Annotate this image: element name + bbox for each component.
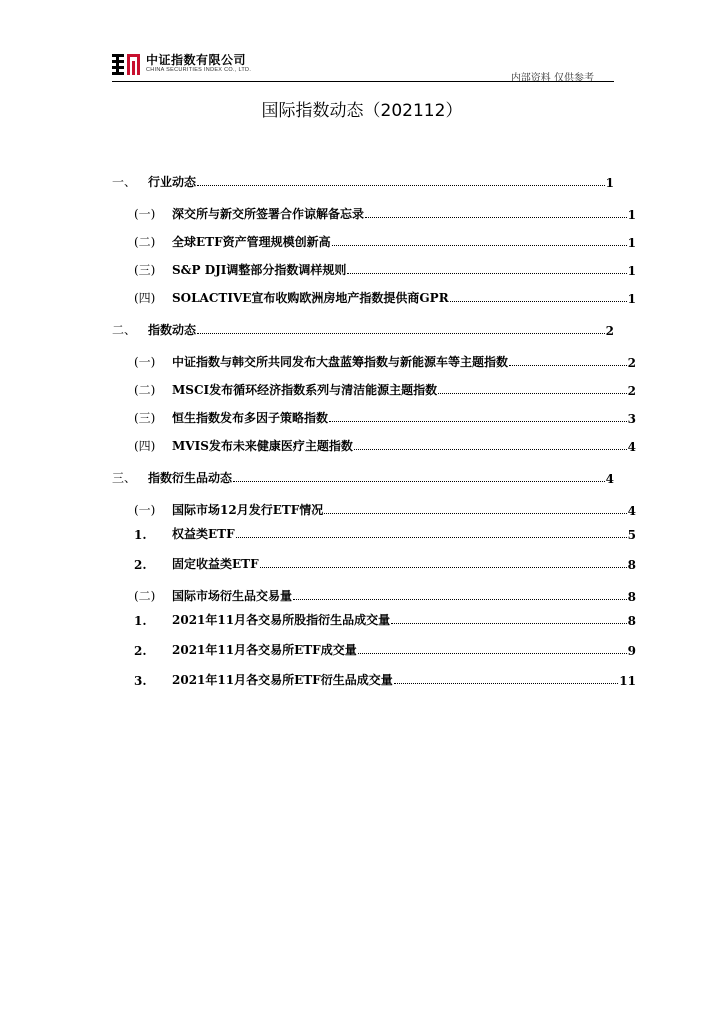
toc-entry-page: 3: [627, 412, 636, 426]
toc-entry-number: 2.: [134, 644, 147, 658]
toc-entry-page: 1: [627, 208, 636, 222]
toc-entry-page: 1: [627, 236, 636, 250]
toc-entry[interactable]: [112, 380, 636, 398]
toc-entry-page: 1: [627, 292, 636, 306]
toc-entry[interactable]: [112, 524, 636, 542]
toc-entry-title: 2021年11月各交易所股指衍生品成交量: [172, 613, 391, 627]
toc-entry-number: 二、: [112, 323, 137, 337]
company-name-en: CHINA SECURITIES INDEX CO., LTD.: [146, 67, 252, 73]
toc-entry[interactable]: [112, 288, 636, 306]
toc-entry[interactable]: [112, 408, 636, 426]
toc-entry-number: (一): [134, 355, 156, 369]
toc-leader-dots: [394, 683, 619, 684]
toc-entry-title: 权益类ETF: [172, 527, 235, 541]
toc-entry-title: S&P DJI调整部分指数调样规则: [172, 263, 347, 277]
toc-entry-page: 2: [627, 384, 636, 398]
csi-logo-icon: [112, 52, 142, 76]
toc-entry-title: 恒生指数发布多因子策略指数: [172, 411, 329, 425]
toc-entry-title: 指数动态: [148, 323, 197, 337]
toc-leader-dots: [260, 567, 627, 568]
toc-entry-title: 深交所与新交所签署合作谅解备忘录: [172, 207, 365, 221]
toc-leader-dots: [391, 623, 627, 624]
toc-entry[interactable]: [112, 172, 614, 190]
toc-leader-dots: [197, 185, 605, 186]
toc-entry-title: MVIS发布未来健康医疗主题指数: [172, 439, 353, 453]
toc-entry[interactable]: [112, 352, 636, 370]
toc-entry-page: 11: [619, 674, 636, 688]
toc-entry[interactable]: [112, 640, 636, 658]
toc-leader-dots: [358, 653, 627, 654]
page-header: [112, 48, 614, 82]
internal-note: 内部资料 仅供参考: [510, 73, 594, 84]
toc-entry-title: MSCI发布循环经济指数系列与清洁能源主题指数: [172, 383, 438, 397]
toc-leader-dots: [438, 393, 627, 394]
toc-entry[interactable]: [112, 204, 636, 222]
toc-entry-number: 1.: [134, 528, 147, 542]
toc-entry-page: 9: [627, 644, 636, 658]
toc-entry-page: 8: [627, 590, 636, 604]
toc-entry-number: (二): [134, 383, 156, 397]
document-title: 国际指数动态（202112）: [261, 101, 463, 121]
toc-entry[interactable]: [112, 554, 636, 572]
toc-entry-number: 3.: [134, 674, 147, 688]
toc-entry-page: 1: [627, 264, 636, 278]
toc-leader-dots: [329, 421, 627, 422]
toc-entry-number: (一): [134, 503, 156, 517]
toc-entry-title: 2021年11月各交易所ETF成交量: [172, 643, 357, 657]
toc-entry-title: 国际市场衍生品交易量: [172, 589, 293, 603]
toc-leader-dots: [236, 537, 627, 538]
toc-entry[interactable]: [112, 260, 636, 278]
toc-entry-title: 全球ETF资产管理规模创新高: [172, 235, 331, 249]
toc-entry-title: 固定收益类ETF: [172, 557, 259, 571]
toc-entry-number: 2.: [134, 558, 147, 572]
toc-entry-title: 中证指数与韩交所共同发布大盘蓝筹指数与新能源车等主题指数: [172, 355, 509, 369]
toc-entry-number: 一、: [112, 175, 137, 189]
toc-entry-page: 4: [627, 440, 636, 454]
toc-entry-number: (一): [134, 207, 156, 221]
company-name-cn: 中证指数有限公司: [146, 53, 247, 67]
toc-leader-dots: [324, 513, 626, 514]
toc-entry[interactable]: [112, 436, 636, 454]
toc-entry-title: SOLACTIVE宣布收购欧洲房地产指数提供商GPR: [172, 291, 449, 305]
toc-entry[interactable]: [112, 610, 636, 628]
toc-entry-title: 2021年11月各交易所ETF衍生品成交量: [172, 673, 393, 687]
toc-entry-number: (三): [134, 263, 156, 277]
toc-entry[interactable]: [112, 670, 636, 688]
toc-entry-page: 8: [627, 558, 636, 572]
toc-entry-page: 4: [605, 472, 614, 486]
toc-entry[interactable]: [112, 586, 636, 604]
toc-leader-dots: [347, 273, 626, 274]
toc-entry-page: 1: [605, 176, 614, 190]
header-divider: [112, 81, 614, 82]
toc-leader-dots: [450, 301, 627, 302]
toc-leader-dots: [233, 481, 605, 482]
toc-entry-number: 三、: [112, 471, 137, 485]
toc-entry-number: (二): [134, 589, 156, 603]
toc-entry-number: (四): [134, 291, 156, 305]
toc-entry[interactable]: [112, 320, 614, 338]
toc-entry-number: (三): [134, 411, 156, 425]
toc-entry-page: 2: [627, 356, 636, 370]
toc-entry-page: 8: [627, 614, 636, 628]
toc-entry-page: 2: [605, 324, 614, 338]
toc-leader-dots: [293, 599, 627, 600]
toc-leader-dots: [197, 333, 605, 334]
toc-entry-number: (四): [134, 439, 156, 453]
toc-leader-dots: [365, 217, 627, 218]
toc-entry[interactable]: [112, 232, 636, 250]
toc-entry[interactable]: [112, 468, 614, 486]
toc-entry[interactable]: [112, 500, 636, 518]
toc-entry-title: 行业动态: [148, 175, 197, 189]
toc-entry-number: 1.: [134, 614, 147, 628]
toc-entry-page: 4: [627, 504, 636, 518]
toc-leader-dots: [509, 365, 627, 366]
toc-leader-dots: [354, 449, 627, 450]
toc-leader-dots: [332, 245, 627, 246]
toc-entry-title: 指数衍生品动态: [148, 471, 233, 485]
toc-entry-number: (二): [134, 235, 156, 249]
toc-entry-title: 国际市场12月发行ETF情况: [172, 503, 324, 517]
toc-entry-page: 5: [627, 528, 636, 542]
